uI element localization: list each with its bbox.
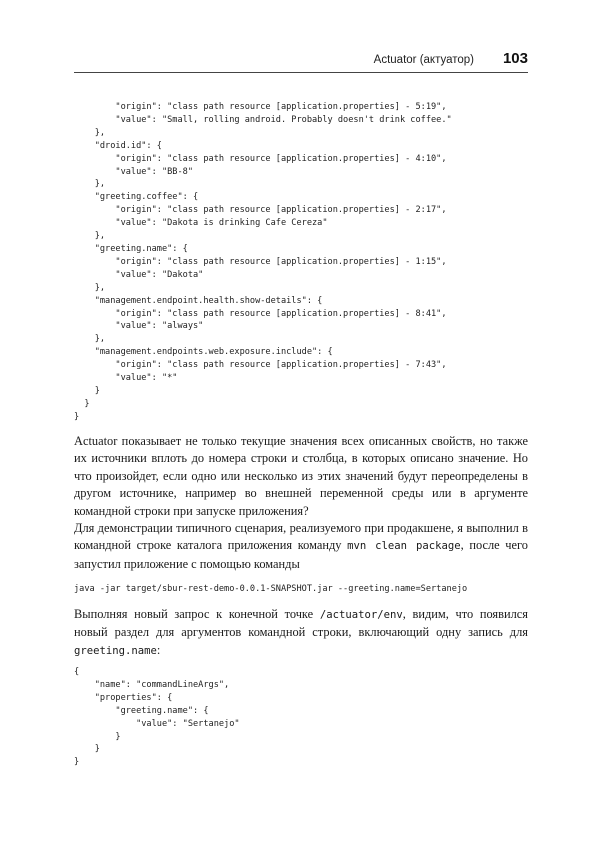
paragraph-text: , видим, что появился новый раздел для аргументов командной строки, включающий одну запись для <box>74 607 528 640</box>
paragraph-text: Выполняя новый запрос к конечной точке <box>74 607 320 621</box>
paragraph-text: : <box>156 642 161 657</box>
paragraph-new-request <box>74 606 528 660</box>
inline-code-mvn: mvn clean package <box>347 540 461 553</box>
code-listing-command-line-args: { "name": "commandLineArgs", "properties": { "greeting.name": { "value": "Sertanejo" } } } <box>74 667 240 768</box>
paragraph-text: , после чего запустил приложение с помощью команды <box>74 538 528 571</box>
paragraph-text: Для демонстрации типичного сценария, реализуемого при продакшене, я выполнил в командной строке каталога приложения команду <box>74 521 528 553</box>
code-listing-env-properties: "origin": "class path resource [application.properties] - 5:19", "value": "Small, rolling android. Probably doesn't drink coffee." }, "droid.id": { "origin": "class path resource [application.properties] - 4:10", "value": "BB-8" }, "greeting.coffee": { "origin": "class path resource [application.properties] - 2:17", "value": "Dakota is drinking Cafe Cereza" }, "greeting.name": { "origin": "class path resource [application.properties] - 1:15", "value": "Dakota" }, "management.endpoint.health.show-details": { "origin": "class path resource [application.properties] - 8:41", "value": "always" }, "management.endpoints.web.exposure.include": { "origin": "class path resource [application.properties] - 7:43", "value": "*" } } } <box>74 102 452 422</box>
paragraph-actuator-sources: Actuator показывает не только текущие значения всех описанных свойств, но также их источники вплоть до номера строки и столбца, в которых описано значение. Но что произойдет, если одно или несколько из этих значений будут переопределены в другом источнике, например во внешней переменной среды или в аргументе командной строки при запуске приложения? <box>74 434 528 518</box>
page-number: 103 <box>502 50 528 67</box>
inline-code-endpoint: /actuator/env <box>319 609 403 621</box>
running-title: Actuator (актуатор) <box>373 54 474 66</box>
inline-code-property: greeting.name <box>74 644 157 657</box>
code-command-line: java -jar target/sbur-rest-demo-0.0.1-SNAPSHOT.jar --greeting.name=Sertanejo <box>74 584 468 594</box>
page-header <box>74 50 528 73</box>
paragraph-demo-scenario <box>74 520 528 573</box>
